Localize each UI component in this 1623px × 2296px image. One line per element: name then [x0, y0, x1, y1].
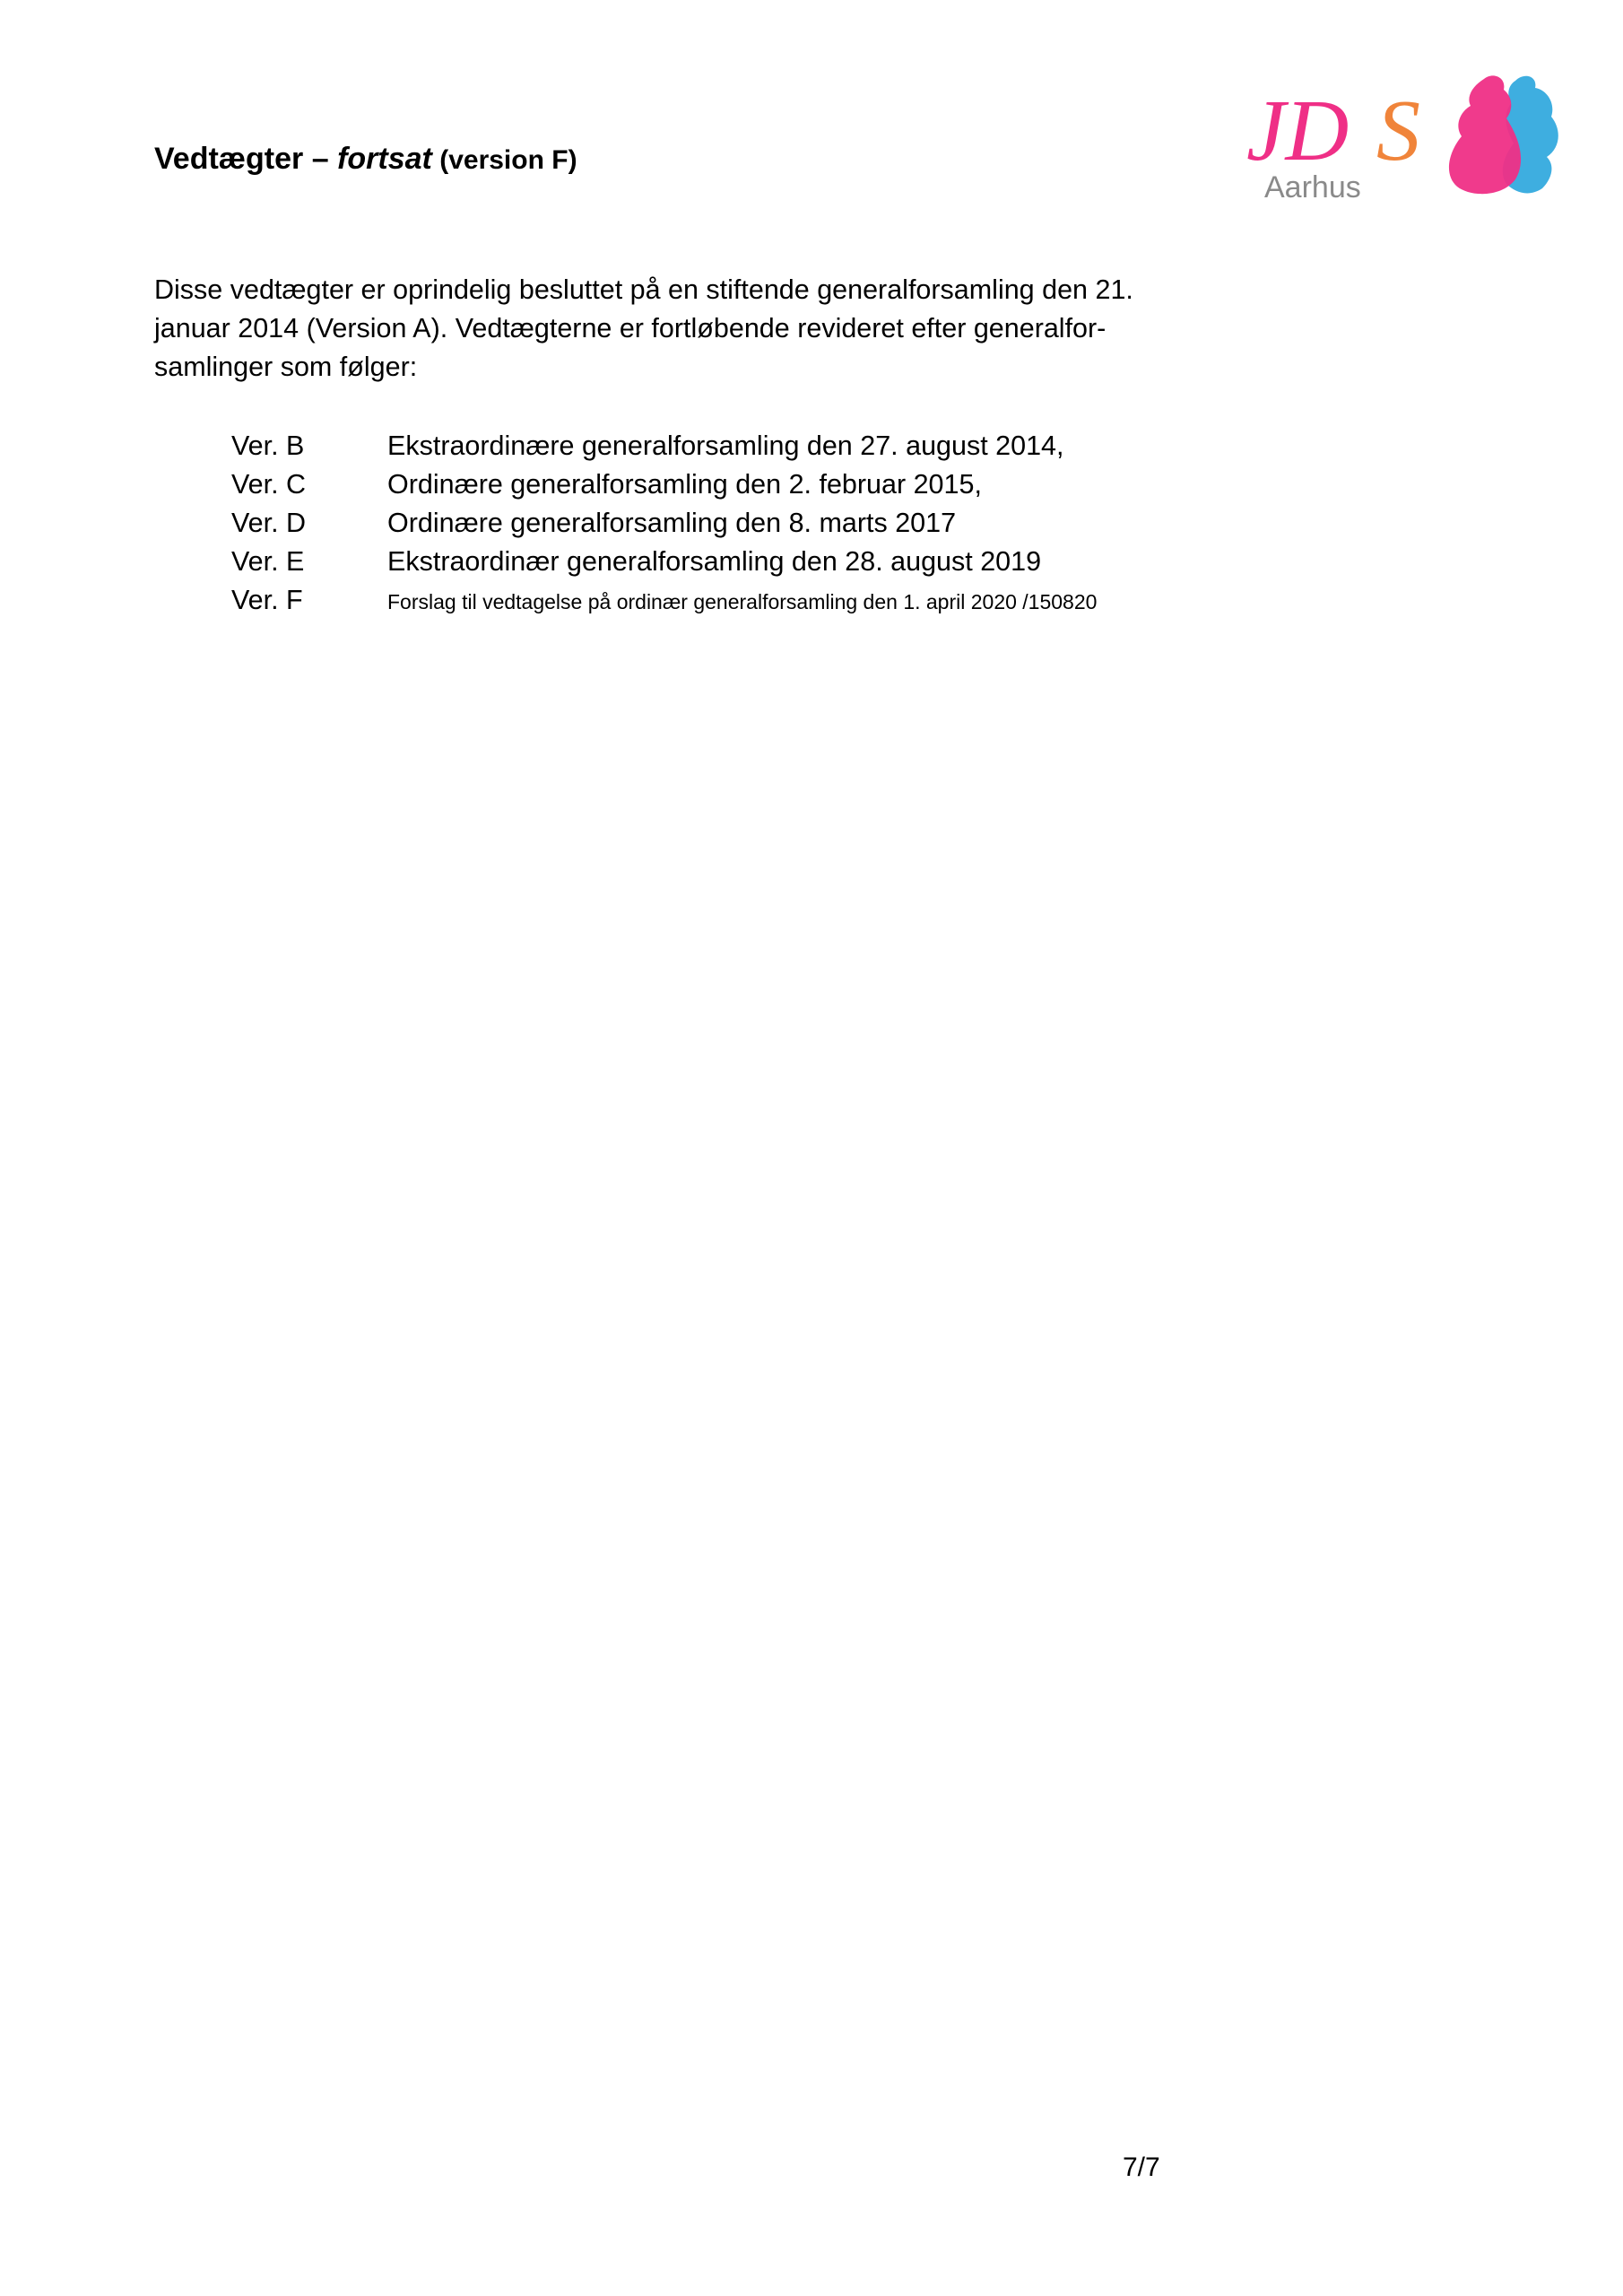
version-code: Ver. D: [231, 508, 307, 538]
version-row: [231, 465, 1097, 504]
title-italic: fortsat: [337, 142, 432, 176]
title-main: Vedtægter: [154, 142, 304, 176]
title-suffix: (version F): [431, 145, 577, 175]
intro-line: januar 2014 (Version A). Vedtægterne er fortløbende revideret efter generalfor-: [154, 313, 1107, 344]
intro-line: Disse vedtægter er oprindelig besluttet på en stiftende generalforsamling den 21.: [154, 274, 1133, 305]
version-description: Ordinære generalforsamling den 2. februar 2015,: [387, 469, 982, 500]
logo-letters-jd: JD: [1246, 83, 1350, 179]
version-code: Ver. E: [231, 546, 305, 577]
version-description: Forslag til vedtagelse på ordinær generalforsamling den 1. april 2020 /150820: [387, 590, 1098, 613]
intro-line: samlinger som følger:: [154, 352, 418, 382]
logo-city-text: Aarhus: [1264, 170, 1361, 204]
version-code: Ver. F: [231, 585, 303, 615]
version-description: Ekstraordinær generalforsamling den 28. august 2019: [387, 546, 1042, 577]
version-code: Ver. C: [231, 469, 307, 500]
page-title: [154, 142, 577, 177]
version-row: [231, 543, 1097, 581]
page-number: 7/7: [1123, 2152, 1160, 2182]
version-description: Ordinære generalforsamling den 8. marts 2017: [387, 508, 957, 538]
jds-aarhus-logo: [1246, 63, 1578, 215]
intro-paragraph: [154, 271, 1176, 387]
dancing-couple-icon: [1246, 63, 1578, 215]
version-row: [231, 581, 1097, 620]
version-code: Ver. B: [231, 430, 305, 461]
logo-letter-s: S: [1376, 83, 1420, 179]
version-description: Ekstraordinære generalforsamling den 27. august 2014,: [387, 430, 1064, 461]
version-row: [231, 427, 1097, 465]
title-dash: –: [303, 142, 338, 176]
version-row: [231, 504, 1097, 543]
version-list: [231, 427, 1097, 620]
